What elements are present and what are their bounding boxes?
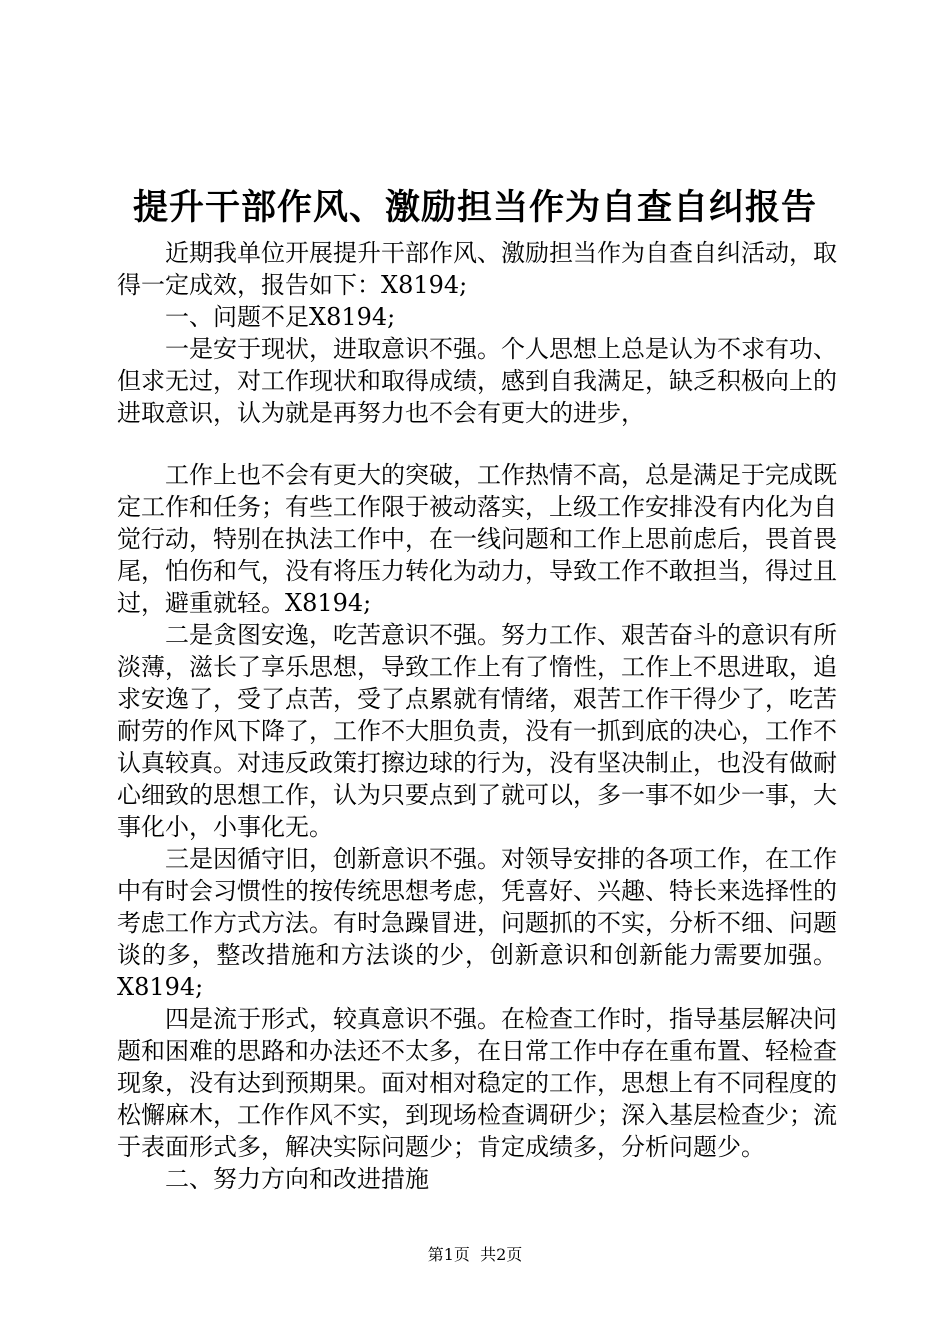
paragraph-point-4: 四是流于形式，较真意识不强。在检查工作时，指导基层解决问题和困难的思路和办法还不太多，在日常工作中存在重布置、轻检查现象，没有达到预期果。面对相对稳定的工作，思想上有不同程度的松懈麻木，工作作风不实，到现场检查调研少；深入基层检查少；流于表面形式多，解决实际问题少；肯定成绩多，分析问题少。 — [117, 1005, 837, 1161]
section-heading-problems: 一、问题不足X8194; — [165, 303, 396, 331]
section-heading-improvements: 二、努力方向和改进措施 — [165, 1165, 429, 1193]
paragraph-intro: 近期我单位开展提升干部作风、激励担当作为自查自纠活动，取得一定成效，报告如下：X8194; — [117, 239, 837, 299]
paragraph-point-3: 三是因循守旧，创新意识不强。对领导安排的各项工作，在工作中有时会习惯性的按传统思想考虑，凭喜好、兴趣、特长来选择性的考虑工作方式方法。有时急躁冒进，问题抓的不实，分析不细、问题谈的多，整改措施和方法谈的少，创新意识和创新能力需要加强。X8194; — [117, 845, 837, 1001]
document-body — [117, 237, 837, 1195]
paragraph-point-2: 二是贪图安逸，吃苦意识不强。努力工作、艰苦奋斗的意识有所淡薄，滋长了享乐思想，导致工作上有了惰性，工作上不思进取，追求安逸了，受了点苦，受了点累就有情绪，艰苦工作干得少了，吃苦耐劳的作风下降了，工作不大胆负责，没有一抓到底的决心，工作不认真较真。对违反政策打擦边球的行为，没有坚决制止，也没有做耐心细致的思想工作，认为只要点到了就可以，多一事不如少一事，大事化小，小事化无。 — [117, 621, 837, 841]
document-title: 提升干部作风、激励担当作为自查自纠报告 — [132, 187, 817, 228]
paragraph-point-1-continued: 工作上也不会有更大的突破，工作热情不高，总是满足于完成既定工作和任务；有些工作限于被动落实，上级工作安排没有内化为自觉行动，特别在执法工作中，在一线问题和工作上思前虑后，畏首畏尾，怕伤和气，没有将压力转化为动力，导致工作不敢担当，得过且过，避重就轻。X8194; — [117, 461, 837, 617]
page-footer: 第1页 共2页 — [427, 1245, 523, 1264]
paragraph-gap — [117, 429, 837, 459]
paragraph-point-1: 一是安于现状，进取意识不强。个人思想上总是认为不求有功、但求无过，对工作现状和取得成绩，感到自我满足，缺乏积极向上的进取意识，认为就是再努力也不会有更大的进步， — [117, 335, 837, 427]
